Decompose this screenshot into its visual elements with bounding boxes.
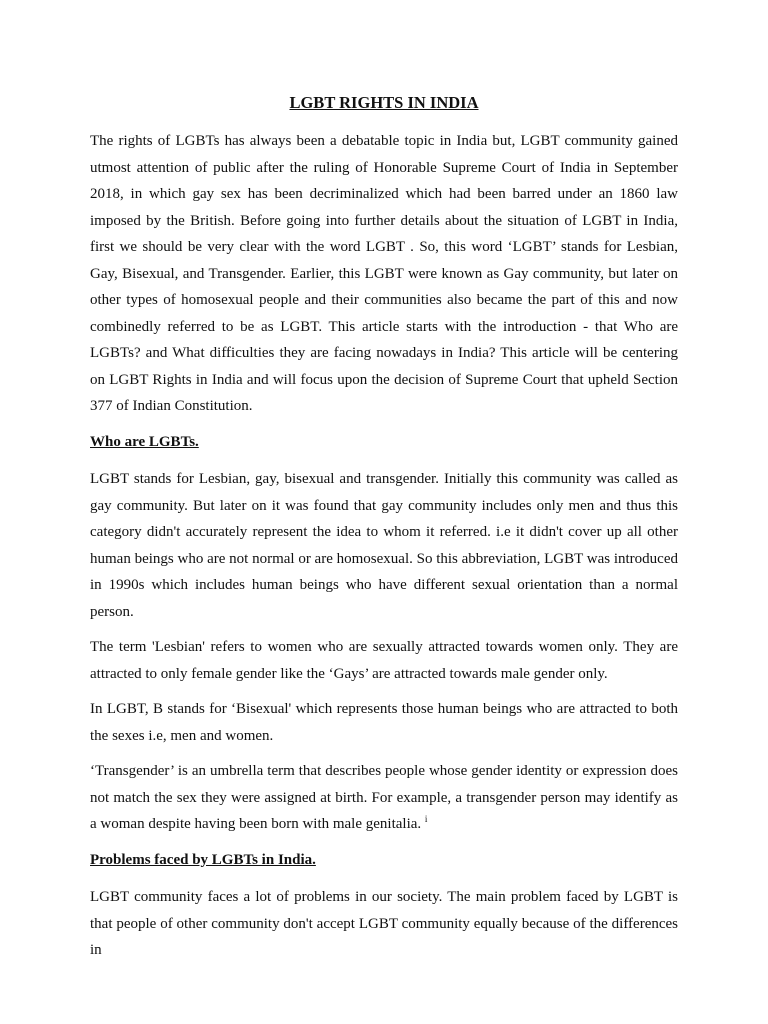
intro-paragraph: The rights of LGBTs has always been a debatable topic in India but, LGBT community gained utmost attention of public after the ruling of Honorable Supreme Court of India in September 2018, in which gay sex has been decriminalized which had been barred under an 1860 law imposed by the British. Before going into further details about the situation of LGBT in India, first we should be very clear with the word LGBT . So, this word ‘LGBT’ stands for Lesbian, Gay, Bisexual, and Transgender. Earlier, this LGBT were known as Gay community, but later on other types of homosexual people and their communities also became the part of this and now combinedly referred to be as LGBT. This article starts with the introduction - that Who are LGBTs? and What difficulties they are facing nowadays in India? This article will be centering on LGBT Rights in India and will focus upon the decision of Supreme Court that upheld Section 377 of Indian Constitution. bbox=[90, 133, 678, 414]
paragraph-problems: LGBT community faces a lot of problems in our society. The main problem faced by LGBT is that people of other community don't accept LGBT community equally because of the differences in bbox=[90, 889, 678, 958]
paragraph-bisexual: In LGBT, B stands for ‘Bisexual' which represents those human beings who are attracted to both the sexes i.e, men and women. bbox=[90, 701, 678, 744]
paragraph-transgender bbox=[90, 758, 678, 838]
document-title: LGBT RIGHTS IN INDIA bbox=[289, 93, 479, 112]
paragraph-transgender-text: ‘Transgender’ is an umbrella term that describes people whose gender identity or expression does not match the sex they were assigned at birth. For example, a transgender person may identify as a woman despite having been born with male genitalia. bbox=[90, 763, 678, 832]
section-heading-who-are-lgbts: Who are LGBTs. bbox=[90, 433, 199, 450]
paragraph-lesbian: The term 'Lesbian' refers to women who are sexually attracted towards women only. They are attracted to only female gender like the ‘Gays’ are attracted towards male gender only. bbox=[90, 639, 678, 682]
document-body bbox=[90, 92, 678, 964]
footnote-marker: i bbox=[424, 814, 428, 824]
section-heading-problems: Problems faced by LGBTs in India. bbox=[90, 851, 316, 868]
paragraph-lgbt-definition: LGBT stands for Lesbian, gay, bisexual and transgender. Initially this community was called as gay community. But later on it was found that gay community includes only men and thus this category didn't accurately represent the idea to whom it referred. i.e it didn't cover up all other human beings who are not normal or are homosexual. So this abbreviation, LGBT was introduced in 1990s which includes human beings who have different sexual orientation than a normal person. bbox=[90, 471, 678, 620]
